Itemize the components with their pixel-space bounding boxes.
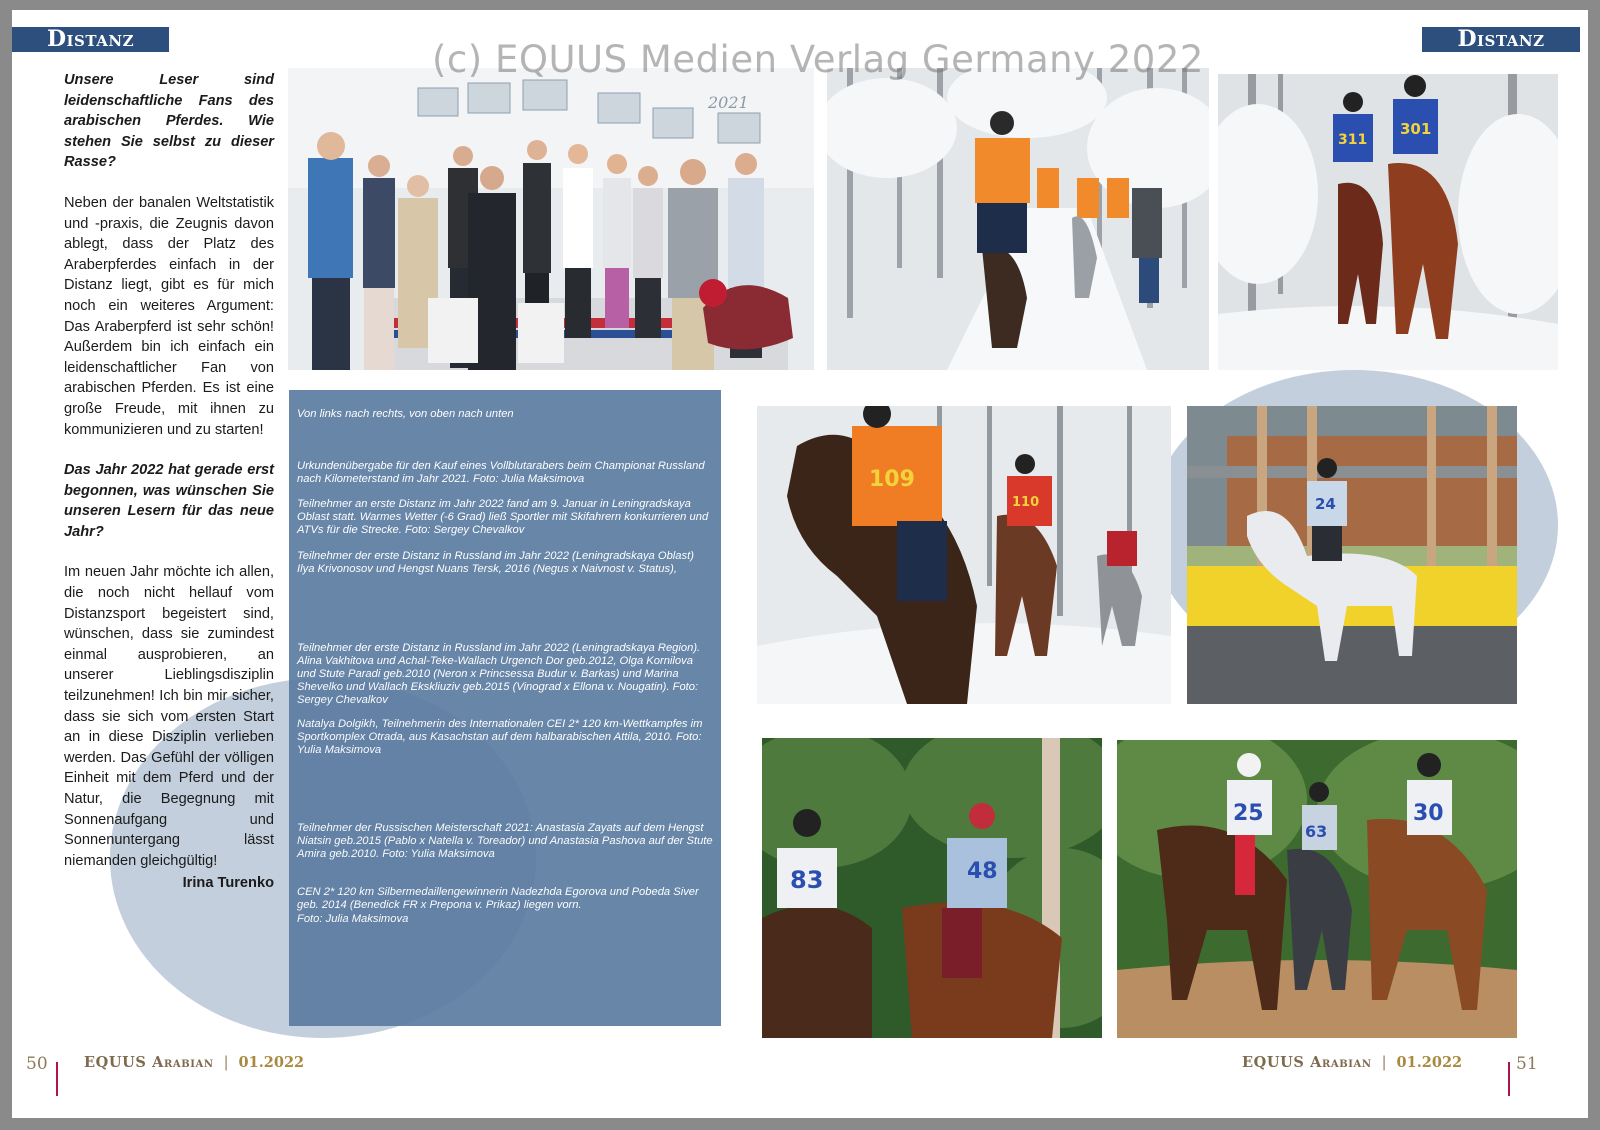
caption-intro: Von links nach rechts, von oben nach unten bbox=[297, 408, 514, 420]
issue-number-left: 01.2022 bbox=[238, 1054, 305, 1071]
page-number-right: 51 bbox=[1516, 1054, 1538, 1074]
bib-311: 311 bbox=[1338, 132, 1368, 148]
interview-answer-2: Im neuen Jahr möchte ich allen, die noch nicht hellauf vom Distanzsport begeistert sind, wünschen, dass sie zumindest einmal ausprobieren, an unserer Lieblingsdisziplin teilzunehmen! Ich bin mir sicher, dass sie sich vom ersten Start an in diese Disziplin verlieben werden. Das Gefühl der völligen Einheit mit dem Pferd und der Natur, die Begegnung mit Sonnenaufgang und Sonnenuntergang lässt niemanden gleichgültig! bbox=[64, 564, 274, 869]
copyright-watermark: (c) EQUUS Medien Verlag Germany 2022 bbox=[432, 38, 1204, 81]
magazine-spread bbox=[12, 10, 1588, 1118]
bib-63: 63 bbox=[1305, 822, 1328, 841]
section-tag-right: Distanz bbox=[1422, 27, 1580, 52]
caption-7: CEN 2* 120 km Silbermedaillengewinnerin Nadezhda Egorova und Pobeda Siver geb. 2014 (Benedick FR x Prepona v. Prikaz) liegen vorn. bbox=[297, 886, 699, 911]
footer-masthead-left bbox=[84, 1054, 304, 1071]
banner-year-text: 2021 bbox=[708, 93, 749, 112]
page-number-left: 50 bbox=[26, 1054, 48, 1074]
caption-2: Teilnehmer an erste Distanz im Jahr 2022 fand am 9. Januar in Leningradskaya Oblast statt. Warmes Wetter (-6 Grad) ließ Sportler mit Skifahrern konkurrieren und ATVs für die Strecke. Foto: Sergey Chevalkov bbox=[297, 498, 709, 536]
bib-24: 24 bbox=[1315, 495, 1336, 513]
bib-48: 48 bbox=[967, 859, 998, 884]
footer-separator-left: | bbox=[223, 1055, 229, 1071]
interview-question-2: Das Jahr 2022 hat gerade erst begonnen, was wünschen Sie unseren Lesern für das neue Jahr? bbox=[64, 462, 274, 540]
footer-left bbox=[26, 1054, 48, 1074]
photo-award-ceremony bbox=[288, 68, 814, 370]
interview-column bbox=[64, 70, 274, 894]
magazine-name-right: EQUUS Arabian bbox=[1242, 1054, 1372, 1071]
bib-109: 109 bbox=[869, 467, 915, 492]
footer-masthead-right bbox=[1242, 1054, 1462, 1071]
photo-snow-trail-riders bbox=[827, 68, 1209, 370]
photo-galloping-snow bbox=[757, 406, 1171, 704]
bib-30: 30 bbox=[1413, 801, 1444, 826]
bib-83: 83 bbox=[790, 866, 824, 894]
photo-two-riders-snow bbox=[1218, 74, 1558, 370]
author-name: Irina Turenko bbox=[182, 875, 274, 892]
interview-question-1: Unsere Leser sind leidenschaftliche Fans des arabischen Pferdes. Wie stehen Sie selbst zu dieser Rasse? bbox=[64, 72, 274, 171]
photo-forest-riders-25-63-30 bbox=[1117, 740, 1517, 1038]
photo-grey-horse bbox=[1187, 406, 1517, 704]
caption-7-credit: Foto: Julia Maksimova bbox=[297, 913, 409, 925]
bib-110: 110 bbox=[1012, 495, 1040, 510]
caption-3: Teilnehmer der erste Distanz in Russland im Jahr 2022 (Leningradskaya Oblast) Ilya Krivonosov und Hengst Nuans Tersk, 2016 (Negus x Naivnost v. Status), bbox=[297, 550, 694, 575]
bib-301: 301 bbox=[1400, 120, 1432, 138]
footer-rule-left bbox=[56, 1062, 58, 1096]
footer-separator-right: | bbox=[1381, 1055, 1387, 1071]
issue-number-right: 01.2022 bbox=[1396, 1054, 1463, 1071]
section-tag-left: Distanz bbox=[12, 27, 169, 52]
photo-forest-riders-83-48 bbox=[762, 738, 1102, 1038]
footer-right bbox=[1516, 1054, 1538, 1074]
magazine-name-left: EQUUS Arabian bbox=[84, 1054, 214, 1071]
caption-6: Teilnehmer der Russischen Meisterschaft 2021: Anastasia Zayats auf dem Hengst Niatsin geb.2015 (Pablo x Natella v. Toreador) und Anastasia Pashova auf der Stute Amira geb.2010. Foto: Yulia Maksimova bbox=[297, 822, 713, 860]
caption-4: Teilnehmer der erste Distanz in Russland im Jahr 2022 (Leningradskaya Region). Alina Vakhitova und Achal-Teke-Wallach Urgench Dor geb.2012, Olga Kornilova und Stute Paradi geb.2010 (Neron x Princsessa Budur v. Barkas) und Marina Shevelko und Wallach Ekskliuziv geb.2015 (Vinograd x Ellona v. Nougatin). Foto: Sergey Chevalkov bbox=[297, 642, 701, 706]
footer-rule-right bbox=[1508, 1062, 1510, 1096]
bib-25: 25 bbox=[1233, 801, 1264, 826]
photo-captions-box bbox=[289, 390, 721, 1026]
caption-5: Natalya Dolgikh, Teilnehmerin des Internationalen CEI 2* 120 km-Wettkampfes im Sportkomplex Otrada, aus Kasachstan auf dem halbarabischen Attila, 2010. Foto: Yulia Maksimova bbox=[297, 718, 703, 756]
interview-answer-1: Neben der banalen Weltstatistik und -praxis, die Zeugnis davon ablegt, dass der Platz des Araberpferdes einfach in der Distanz liegt, gibt es für mich noch ein weiteres Argument: Das Araberpferd ist sehr schön! Außerdem bin ich einfach ein leidenschaftlicher Fan von arabischen Pferden. Es ist eine große Freude, mit ihnen zu kommunizieren und zu starten! bbox=[64, 194, 274, 438]
caption-1: Urkundenübergabe für den Kauf eines Vollblutarabers beim Championat Russland nach Kilometerstand im Jahr 2021. Foto: Julia Maksimova bbox=[297, 460, 705, 485]
